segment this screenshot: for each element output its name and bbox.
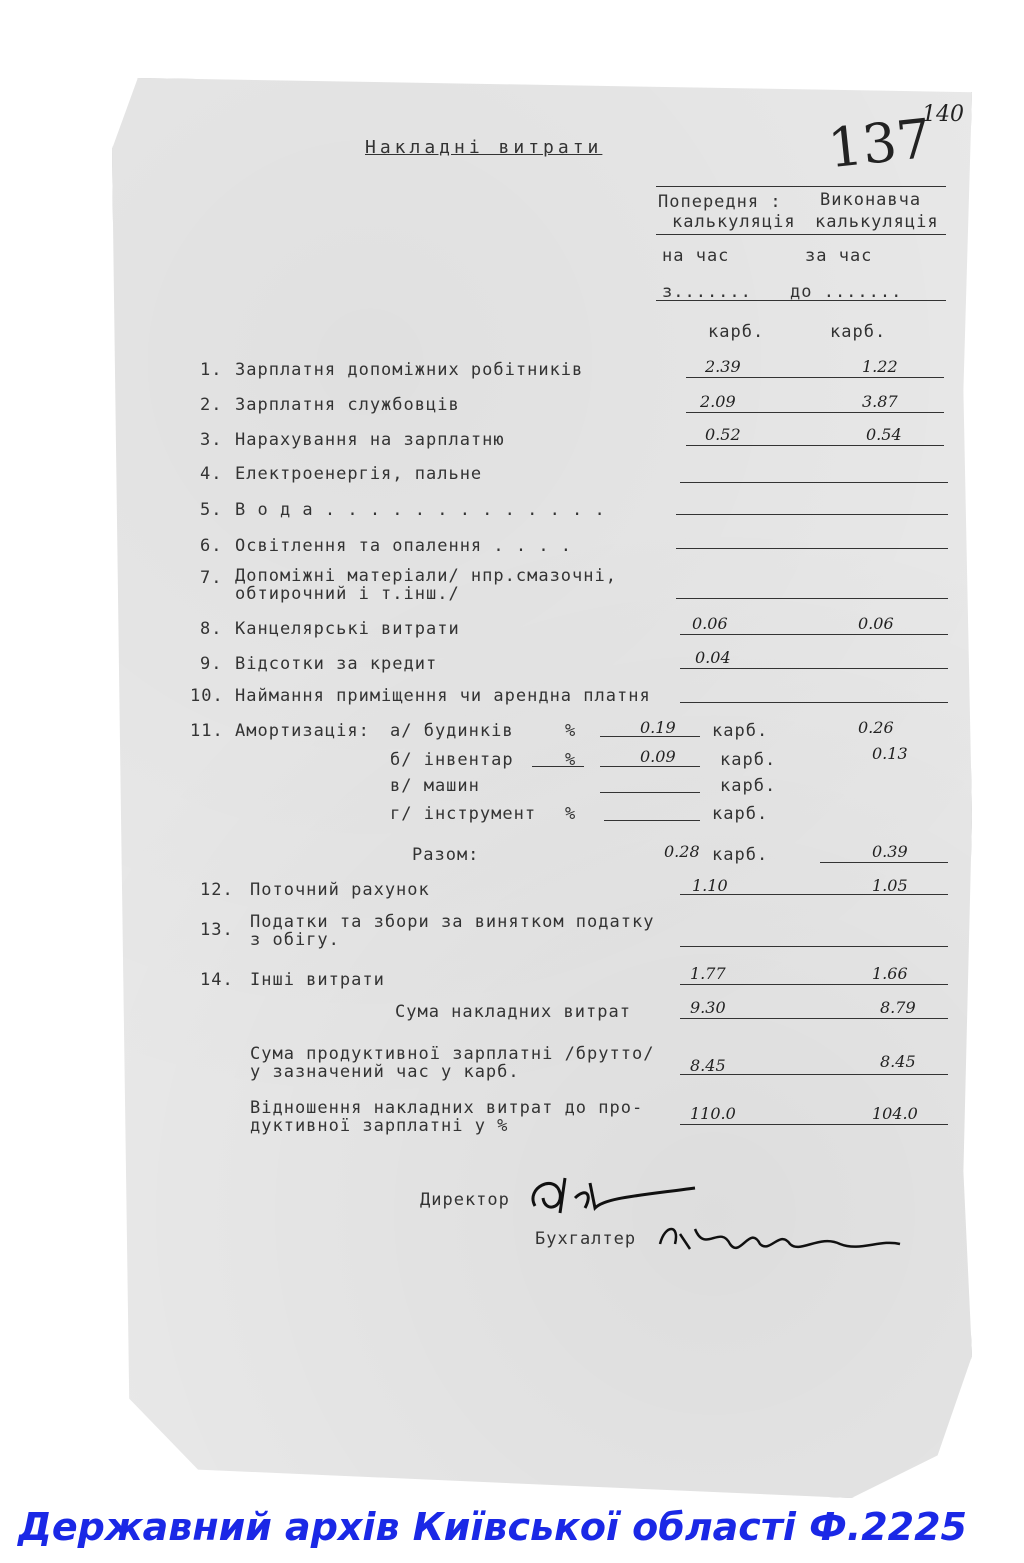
accountant-label: Бухгалтер bbox=[535, 1229, 637, 1249]
ratio-left: 110.0 bbox=[690, 1104, 736, 1123]
ratio-label-1: Відношення накладних витрат до про- bbox=[250, 1098, 644, 1118]
row-number: 13. bbox=[200, 920, 234, 940]
row-label: Нарахування на зарплатню bbox=[235, 430, 505, 450]
right-period-2: до ....... bbox=[790, 282, 903, 302]
ratio-right: 104.0 bbox=[872, 1104, 918, 1123]
sum-overhead-left: 9.30 bbox=[690, 998, 726, 1017]
row-value-right: 1.05 bbox=[872, 876, 908, 895]
sum-overhead-rule bbox=[680, 1018, 948, 1019]
productive-wage-label-1: Сума продуктивної зарплатні /брутто/ bbox=[250, 1044, 655, 1064]
row-label: Освітлення та опалення . . . . bbox=[235, 536, 573, 556]
row-rule bbox=[686, 377, 944, 378]
row-value-left: 0.06 bbox=[692, 614, 728, 633]
productive-wage-rule bbox=[680, 1074, 948, 1075]
archive-caption: Державний архів Київської області Ф.2225 bbox=[18, 1505, 967, 1549]
amort-item-pct: % bbox=[565, 721, 577, 741]
amort-item-unit: карб. bbox=[712, 804, 769, 824]
row-label: Наймання приміщення чи арендна платня bbox=[235, 686, 651, 706]
row-number: 10. bbox=[190, 686, 224, 706]
amort-item-right: 0.13 bbox=[872, 744, 908, 763]
row-number: 6. bbox=[200, 536, 223, 556]
amort-item-unit: карб. bbox=[720, 776, 777, 796]
row-label: Амортизація: bbox=[235, 721, 370, 741]
productive-wage-right: 8.45 bbox=[880, 1052, 916, 1071]
row-number: 1. bbox=[200, 360, 223, 380]
amort-item-unit: карб. bbox=[712, 721, 769, 741]
amort-item-label: а/ будинків bbox=[390, 721, 514, 741]
row-value-right: 3.87 bbox=[862, 392, 898, 411]
left-column-header-1: Попередня : bbox=[658, 192, 782, 212]
amort-item-right: 0.26 bbox=[858, 718, 894, 737]
row-label-continued: обтирочний і т.інш./ bbox=[235, 584, 460, 604]
row-rule bbox=[676, 548, 948, 549]
row-rule bbox=[686, 445, 944, 446]
amort-total-unit: карб. bbox=[712, 845, 769, 865]
right-column-header-2: калькуляція bbox=[815, 212, 939, 232]
row-number: 8. bbox=[200, 619, 223, 639]
amort-item-pct: % bbox=[565, 804, 577, 824]
row-rule bbox=[686, 412, 944, 413]
row-value-left: 1.10 bbox=[692, 876, 728, 895]
amort-item-label: в/ машин bbox=[390, 776, 480, 796]
left-column-header-2: калькуляція bbox=[672, 212, 796, 232]
folio-number-old: 140 bbox=[922, 102, 964, 127]
accountant-signature bbox=[650, 1214, 910, 1264]
amort-total-label: Разом: bbox=[412, 845, 480, 865]
row-value-left: 2.39 bbox=[705, 357, 741, 376]
row-rule bbox=[680, 668, 948, 669]
row-number: 5. bbox=[200, 500, 223, 520]
ratio-rule bbox=[680, 1124, 948, 1125]
amort-item-unit: карб. bbox=[720, 750, 777, 770]
header-rule-bottom bbox=[656, 234, 946, 235]
folio-number: 137 bbox=[824, 106, 935, 181]
right-column-header-1: Виконавча bbox=[820, 190, 922, 210]
row-label: В о д а . . . . . . . . . . . . . bbox=[235, 500, 606, 520]
row-rule bbox=[676, 514, 948, 515]
row-label: Зарплатня допоміжних робітників bbox=[235, 360, 584, 380]
row-value-right: 1.66 bbox=[872, 964, 908, 983]
left-period-2: з....... bbox=[662, 282, 752, 302]
row-rule bbox=[680, 946, 948, 947]
amort-item-amount: 0.09 bbox=[640, 747, 676, 766]
row-rule bbox=[680, 894, 948, 895]
row-value-right: 1.22 bbox=[862, 357, 898, 376]
ratio-label-2: дуктивної зарплатні у % bbox=[250, 1116, 509, 1136]
amort-total-rule bbox=[820, 862, 948, 863]
row-rule bbox=[680, 482, 948, 483]
sum-overhead-label: Сума накладних витрат bbox=[395, 1002, 631, 1022]
amort-total-right: 0.39 bbox=[872, 842, 908, 861]
row-value-right: 0.06 bbox=[858, 614, 894, 633]
row-number: 14. bbox=[200, 970, 234, 990]
row-number: 4. bbox=[200, 464, 223, 484]
row-label: Інші витрати bbox=[250, 970, 385, 990]
row-value-left: 0.52 bbox=[705, 425, 741, 444]
row-rule bbox=[680, 702, 948, 703]
row-label: Зарплатня службовців bbox=[235, 395, 460, 415]
row-value-right: 0.54 bbox=[866, 425, 902, 444]
unit-left: карб. bbox=[708, 322, 765, 342]
amort-item-amount: 0.19 bbox=[640, 718, 676, 737]
row-number: 3. bbox=[200, 430, 223, 450]
amort-item-pct: % bbox=[565, 750, 577, 770]
row-label: Відсотки за кредит bbox=[235, 654, 438, 674]
row-number: 9. bbox=[200, 654, 223, 674]
row-number: 11. bbox=[190, 721, 224, 741]
amort-item-label: г/ інструмент bbox=[390, 804, 537, 824]
amort-item-label: б/ інвентар bbox=[390, 750, 514, 770]
row-number: 12. bbox=[200, 880, 234, 900]
amort-total-left: 0.28 bbox=[664, 842, 700, 861]
row-value-left: 0.04 bbox=[695, 648, 731, 667]
row-rule bbox=[676, 598, 948, 599]
row-label: Поточний рахунок bbox=[250, 880, 430, 900]
unit-right: карб. bbox=[830, 322, 887, 342]
director-label: Директор bbox=[420, 1190, 510, 1210]
row-label: Допоміжні матеріали/ нпр.смазочні, bbox=[235, 566, 617, 586]
amort-rule bbox=[600, 736, 700, 737]
row-label: Канцелярські витрати bbox=[235, 619, 460, 639]
row-label-continued: з обігу. bbox=[250, 930, 340, 950]
sum-overhead-right: 8.79 bbox=[880, 998, 916, 1017]
productive-wage-label-2: у зазначений час у карб. bbox=[250, 1062, 520, 1082]
row-label: Електроенергія, пальне bbox=[235, 464, 483, 484]
period-rule bbox=[656, 300, 946, 301]
row-number: 7. bbox=[200, 568, 223, 588]
document-title: Накладні витрати bbox=[365, 137, 603, 158]
row-value-left: 1.77 bbox=[690, 964, 726, 983]
amort-rule bbox=[600, 766, 700, 767]
right-period-1: за час bbox=[805, 246, 873, 266]
amort-rule bbox=[604, 820, 700, 821]
left-period-1: на час bbox=[662, 246, 730, 266]
row-label: Податки та збори за винятком податку bbox=[250, 912, 655, 932]
header-rule-top bbox=[656, 186, 946, 187]
amort-rule bbox=[600, 792, 700, 793]
row-rule bbox=[680, 634, 948, 635]
row-value-left: 2.09 bbox=[700, 392, 736, 411]
row-number: 2. bbox=[200, 395, 223, 415]
row-rule bbox=[680, 984, 948, 985]
amort-pct-rule bbox=[532, 766, 584, 767]
productive-wage-left: 8.45 bbox=[690, 1056, 726, 1075]
